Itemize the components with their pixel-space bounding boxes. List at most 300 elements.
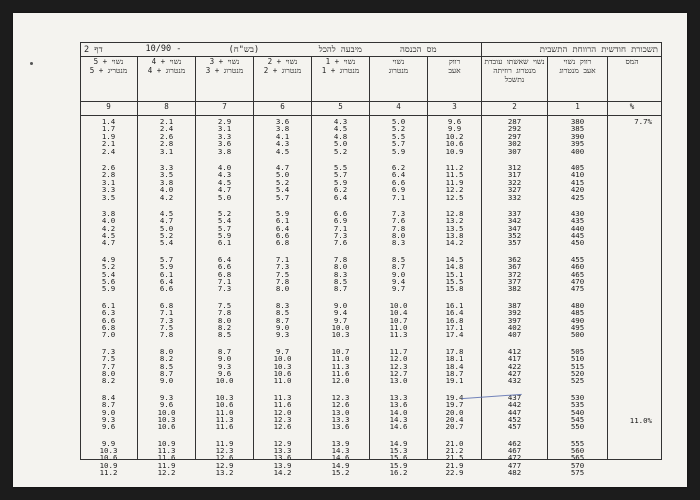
table-cell: 5.0 xyxy=(159,223,174,233)
table-cell: 4.0 xyxy=(159,185,174,195)
table-cell: 7.7 xyxy=(101,361,116,371)
col-num-4: 4 xyxy=(370,102,428,115)
table-cell: 17.4 xyxy=(445,330,464,340)
tax-value: מיבעה להכל xyxy=(318,44,362,55)
table-cell: 7.5 xyxy=(217,300,232,310)
table-cell: 525 xyxy=(570,376,585,386)
table-cell: 8.7 xyxy=(101,400,116,410)
table-cell: 12.0 xyxy=(273,407,292,417)
table-cell: 13.6 xyxy=(331,422,350,432)
table-cell: 6.4 xyxy=(217,254,232,264)
table-cell: 390 xyxy=(570,131,585,141)
table-cell: 9.6 xyxy=(447,117,462,126)
table-cell: 21.2 xyxy=(445,446,464,456)
table-cell: 8.4 xyxy=(101,392,116,402)
table-cell: 4.5 xyxy=(275,146,290,156)
table-cell: 16.2 xyxy=(389,468,408,478)
col-num-2: 2 xyxy=(482,102,548,115)
table-title-row xyxy=(80,42,662,57)
table-cell: 22.9 xyxy=(445,468,464,478)
table-cell: 10.3 xyxy=(331,330,350,340)
table-cell: 3.8 xyxy=(101,208,116,218)
table-cell: 550 xyxy=(570,422,585,432)
table-cell: 4.3 xyxy=(333,117,348,126)
table-cell: 9.0 xyxy=(275,322,290,332)
table-cell: 495 xyxy=(570,322,585,332)
table-cell: 13.3 xyxy=(273,446,292,456)
table-cell: 11.6 xyxy=(331,368,350,378)
table-cell: 10.6 xyxy=(273,368,292,378)
table-cell: 14.3 xyxy=(331,446,350,456)
table-cell: 5.0 xyxy=(275,170,290,180)
table-cell: 445 xyxy=(570,231,585,241)
table-cell: 19.7 xyxy=(445,400,464,410)
table-cell: 20.0 xyxy=(445,407,464,417)
col-num-6: 6 xyxy=(254,102,312,115)
table-cell: 372 xyxy=(507,269,522,279)
table-cell: 2.6 xyxy=(159,131,174,141)
table-cell: 5.2 xyxy=(275,177,290,187)
table-cell: 417 xyxy=(507,354,522,364)
table-cell: 8.3 xyxy=(275,300,290,310)
table-cell: 8.2 xyxy=(217,322,232,332)
table-cell: 7.1 xyxy=(275,254,290,264)
table-cell: 4.2 xyxy=(101,223,116,233)
table-cell: 5.4 xyxy=(159,238,174,248)
table-cell: 8.7 xyxy=(159,368,174,378)
table-cell: 505 xyxy=(570,346,585,356)
table-cell: 9.6 xyxy=(159,400,174,410)
page-number: 2 דף xyxy=(84,44,103,55)
table-cell: 5.7 xyxy=(391,139,406,149)
table-cell: 11.6 xyxy=(157,453,176,463)
table-cell: 11.7 xyxy=(389,346,408,356)
table-cell: 410 xyxy=(570,170,585,180)
table-cell: 7.1 xyxy=(333,223,348,233)
table-cell: 12.2 xyxy=(157,468,176,478)
table-cell: 297 xyxy=(507,131,522,141)
table-cell: 17.1 xyxy=(445,322,464,332)
table-cell: 485 xyxy=(570,308,585,318)
table-cell: 560 xyxy=(570,446,585,456)
table-cell: 7.5 xyxy=(275,269,290,279)
table-cell: 10.0 xyxy=(331,322,350,332)
table-cell: 357 xyxy=(507,238,522,248)
data-col-9 xyxy=(80,116,138,478)
table-cell: 9.7 xyxy=(333,315,348,325)
col-head-5: 1 + נשוי 1 + מנטרוג xyxy=(312,57,370,101)
table-cell: 13.9 xyxy=(273,460,292,470)
table-cell: 402 xyxy=(507,322,522,332)
table-body xyxy=(80,116,662,478)
table-cell: 570 xyxy=(570,460,585,470)
table-cell: 482 xyxy=(507,468,522,478)
table-cell: 5.9 xyxy=(159,262,174,272)
table-cell: 10.3 xyxy=(273,361,292,371)
table-cell: 10.3 xyxy=(157,414,176,424)
table-cell: 11.3 xyxy=(215,414,234,424)
table-cell: 4.5 xyxy=(101,231,116,241)
table-cell: 2.9 xyxy=(217,117,232,126)
table-cell: 8.0 xyxy=(217,315,232,325)
table-cell: 332 xyxy=(507,192,522,202)
table-cell: 12.9 xyxy=(273,438,292,448)
table-cell: 17.8 xyxy=(445,346,464,356)
table-cell: 5.7 xyxy=(333,170,348,180)
table-cell: 6.6 xyxy=(391,177,406,187)
table-cell: 8.7 xyxy=(275,315,290,325)
table-cell: 407 xyxy=(507,330,522,340)
table-cell: 412 xyxy=(507,346,522,356)
table-cell: 472 xyxy=(507,453,522,463)
table-cell: 10.0 xyxy=(389,300,408,310)
table-cell: 6.8 xyxy=(275,238,290,248)
table-cell: 4.5 xyxy=(159,208,174,218)
table-cell: 13.2 xyxy=(215,468,234,478)
table-cell: 425 xyxy=(570,192,585,202)
table-cell: 342 xyxy=(507,216,522,226)
table-cell: 8.0 xyxy=(159,346,174,356)
table-cell: 337 xyxy=(507,208,522,218)
col-head-4: נשוי מנטרוג xyxy=(370,57,428,101)
table-cell: 8.0 xyxy=(391,231,406,241)
table-cell: 347 xyxy=(507,223,522,233)
table-cell: 12.8 xyxy=(445,208,464,218)
table-cell: 4.5 xyxy=(217,177,232,187)
table-cell: 7.3 xyxy=(101,346,116,356)
col-head-9: 5 + נשוי 5 + מנטריג xyxy=(80,57,138,101)
table-cell: 7.8 xyxy=(217,308,232,318)
table-cell: 9.6 xyxy=(217,368,232,378)
table-cell: 9.0 xyxy=(159,376,174,386)
table-cell: 6.6 xyxy=(159,284,174,294)
table-cell: 5.2 xyxy=(391,124,406,134)
table-cell: 467 xyxy=(507,446,522,456)
table-cell: 4.0 xyxy=(101,216,116,226)
table-cell: 4.1 xyxy=(275,131,290,141)
table-cell: 6.1 xyxy=(275,216,290,226)
table-cell: 432 xyxy=(507,376,522,386)
table-cell: 5.5 xyxy=(333,162,348,172)
column-number-row xyxy=(80,102,662,116)
table-cell: 10.7 xyxy=(389,315,408,325)
table-cell: 7.8 xyxy=(333,254,348,264)
table-cell: 540 xyxy=(570,407,585,417)
col-head-2: נשוי שאשתו עובדת מנטרוג רוזיתה נתשכל xyxy=(482,57,548,101)
table-cell: 9.0 xyxy=(101,407,116,417)
table-cell: 3.6 xyxy=(217,139,232,149)
table-cell: 3.3 xyxy=(159,162,174,172)
table-cell: 10.4 xyxy=(389,308,408,318)
table-cell: 11.0 xyxy=(389,322,408,332)
table-cell: 3.8 xyxy=(217,146,232,156)
table-cell: 15.9 xyxy=(389,460,408,470)
table-cell: 20.4 xyxy=(445,414,464,424)
table-cell: 5.6 xyxy=(101,277,116,287)
table-cell: 520 xyxy=(570,368,585,378)
table-cell: 21.5 xyxy=(445,453,464,463)
table-cell: 292 xyxy=(507,124,522,134)
table-cell: 13.5 xyxy=(445,223,464,233)
table-cell: 14.9 xyxy=(331,460,350,470)
table-cell: 21.9 xyxy=(445,460,464,470)
table-cell: 5.7 xyxy=(217,223,232,233)
table-cell: 457 xyxy=(507,422,522,432)
table-cell: 7.8 xyxy=(391,223,406,233)
table-cell: 392 xyxy=(507,308,522,318)
table-cell: 7.3 xyxy=(275,262,290,272)
table-cell: 3.6 xyxy=(275,117,290,126)
table-cell: 13.8 xyxy=(445,231,464,241)
table-cell: 4.2 xyxy=(159,192,174,202)
table-cell: 2.1 xyxy=(159,117,174,126)
table-cell: 5.9 xyxy=(275,208,290,218)
table-cell: 5.0 xyxy=(333,139,348,149)
table-cell: 12.6 xyxy=(273,422,292,432)
table-cell: 287 xyxy=(507,117,522,126)
table-cell: 11.3 xyxy=(273,392,292,402)
table-cell: 4.7 xyxy=(159,216,174,226)
table-cell: 18.4 xyxy=(445,361,464,371)
table-cell: 2.8 xyxy=(101,170,116,180)
currency-label: (בש"ח) xyxy=(228,44,260,55)
table-cell: 3.1 xyxy=(159,146,174,156)
table-cell: 9.9 xyxy=(447,124,462,134)
table-cell: 470 xyxy=(570,277,585,287)
table-cell: 5.9 xyxy=(391,146,406,156)
table-cell: 20.7 xyxy=(445,422,464,432)
table-cell: 15.8 xyxy=(445,284,464,294)
col-num-3: 3 xyxy=(428,102,482,115)
table-cell: 8.5 xyxy=(275,308,290,318)
table-cell: 5.7 xyxy=(159,254,174,264)
table-cell: 3.8 xyxy=(275,124,290,134)
table-cell: 7.8 xyxy=(159,330,174,340)
table-cell: 317 xyxy=(507,170,522,180)
table-cell: 11.9 xyxy=(157,460,176,470)
table-cell: 555 xyxy=(570,438,585,448)
table-cell: 14.3 xyxy=(389,414,408,424)
table-cell: 4.5 xyxy=(333,124,348,134)
table-cell: 8.2 xyxy=(101,376,116,386)
table-cell: 18.7 xyxy=(445,368,464,378)
table-cell: 11.0 xyxy=(215,407,234,417)
table-cell: 465 xyxy=(570,269,585,279)
table-cell: 6.3 xyxy=(101,308,116,318)
table-cell: 13.0 xyxy=(331,407,350,417)
table-cell: 1.4 xyxy=(101,117,116,126)
table-cell: 6.1 xyxy=(217,238,232,248)
table-cell: 3.1 xyxy=(101,177,116,187)
table-cell: 6.4 xyxy=(159,277,174,287)
table-cell: 11.2 xyxy=(99,468,118,478)
table-cell: 385 xyxy=(570,124,585,134)
table-cell: 9.0 xyxy=(333,300,348,310)
table-cell: 15.1 xyxy=(445,269,464,279)
table-cell: 490 xyxy=(570,315,585,325)
table-cell: 4.3 xyxy=(217,170,232,180)
table-cell: 2.4 xyxy=(159,124,174,134)
table-cell: 1.7 xyxy=(101,124,116,134)
data-col-7 xyxy=(196,116,254,478)
table-cell: 397 xyxy=(507,315,522,325)
col-num-pct: % xyxy=(629,102,635,111)
table-cell: 19.1 xyxy=(445,376,464,386)
table-cell: 3.5 xyxy=(101,192,116,202)
table-cell: 15.2 xyxy=(331,468,350,478)
table-cell: 9.6 xyxy=(101,422,116,432)
table-cell: 11.0 xyxy=(331,354,350,364)
table-cell: 515 xyxy=(570,361,585,371)
table-cell: 15.6 xyxy=(389,453,408,463)
table-cell: 380 xyxy=(570,117,585,126)
table-cell: 312 xyxy=(507,162,522,172)
table-cell: 12.7 xyxy=(389,368,408,378)
table-cell: 452 xyxy=(507,414,522,424)
table-cell: 6.8 xyxy=(217,269,232,279)
table-cell: 14.6 xyxy=(331,453,350,463)
table-cell: 9.9 xyxy=(101,438,116,448)
table-cell: 7.1 xyxy=(217,277,232,287)
table-cell: 11.2 xyxy=(445,162,464,172)
table-cell: 7.3 xyxy=(333,231,348,241)
data-col-pct xyxy=(608,116,656,460)
table-cell: 8.5 xyxy=(217,330,232,340)
table-cell: 9.3 xyxy=(101,414,116,424)
table-cell: 462 xyxy=(507,438,522,448)
table-cell: 387 xyxy=(507,300,522,310)
table-cell: 12.3 xyxy=(331,392,350,402)
table-cell: 565 xyxy=(570,453,585,463)
table-cell: 382 xyxy=(507,284,522,294)
table-cell: 9.3 xyxy=(275,330,290,340)
table-cell: 1.9 xyxy=(101,131,116,141)
table-cell: 12.3 xyxy=(273,414,292,424)
table-cell: 535 xyxy=(570,400,585,410)
table-cell: 327 xyxy=(507,185,522,195)
table-cell: 4.7 xyxy=(101,238,116,248)
table-cell: 10.6 xyxy=(445,139,464,149)
table-cell: 5.2 xyxy=(159,231,174,241)
table-cell: 7.3 xyxy=(159,315,174,325)
table-cell: 16.4 xyxy=(445,308,464,318)
table-cell: 9.4 xyxy=(391,277,406,287)
table-cell: 14.6 xyxy=(389,422,408,432)
table-cell: 5.2 xyxy=(217,208,232,218)
table-cell: 4.9 xyxy=(101,254,116,264)
table-cell: 10.9 xyxy=(445,146,464,156)
table-cell: 7.5 xyxy=(101,354,116,364)
table-cell: 4.7 xyxy=(275,162,290,172)
data-col-4 xyxy=(370,116,428,478)
table-cell: 400 xyxy=(570,146,585,156)
table-cell: 362 xyxy=(507,254,522,264)
table-cell: 4.0 xyxy=(217,162,232,172)
table-cell: 11.5 xyxy=(445,170,464,180)
table-cell: 12.3 xyxy=(215,446,234,456)
table-cell: 13.6 xyxy=(273,453,292,463)
table-cell: 12.2 xyxy=(445,185,464,195)
table-cell: 7.0 xyxy=(101,330,116,340)
data-col-8 xyxy=(138,116,196,478)
table-cell: 7.6 xyxy=(391,216,406,226)
table-cell: 14.2 xyxy=(273,468,292,478)
table-cell: 12.6 xyxy=(331,400,350,410)
table-cell: 16.8 xyxy=(445,315,464,325)
table-cell: 14.0 xyxy=(389,407,408,417)
table-cell: 405 xyxy=(570,162,585,172)
table-cell: 10.7 xyxy=(331,346,350,356)
table-cell: 307 xyxy=(507,146,522,156)
table-cell: 437 xyxy=(507,392,522,402)
table-cell: 16.1 xyxy=(445,300,464,310)
table-cell: 8.5 xyxy=(333,277,348,287)
table-cell: 427 xyxy=(507,368,522,378)
table-cell: 5.4 xyxy=(275,185,290,195)
table-cell: 12.9 xyxy=(215,460,234,470)
percent-label-1: 7.7% xyxy=(634,117,652,126)
table-cell: 21.0 xyxy=(445,438,464,448)
table-cell: 8.3 xyxy=(391,238,406,248)
table-cell: 5.5 xyxy=(391,131,406,141)
table-cell: 7.1 xyxy=(159,308,174,318)
table-cell: 6.8 xyxy=(101,322,116,332)
col-num-7: 7 xyxy=(196,102,254,115)
table-cell: 9.0 xyxy=(217,354,232,364)
table-cell: 6.9 xyxy=(391,185,406,195)
table-cell: 8.7 xyxy=(217,346,232,356)
table-cell: 6.6 xyxy=(275,231,290,241)
table-cell: 8.2 xyxy=(159,354,174,364)
table-cell: 10.6 xyxy=(157,422,176,432)
date-label: 10/90 - xyxy=(145,44,182,54)
table-cell: 2.1 xyxy=(101,139,116,149)
table-cell: 10.3 xyxy=(215,392,234,402)
table-cell: 8.0 xyxy=(275,284,290,294)
table-cell: 11.3 xyxy=(331,361,350,371)
table-cell: 10.0 xyxy=(157,407,176,417)
col-head-6: 2 + נשוי 2 + מנטרוג xyxy=(254,57,312,101)
table-cell: 11.9 xyxy=(445,177,464,187)
table-cell: 9.0 xyxy=(391,269,406,279)
table-cell: 6.4 xyxy=(275,223,290,233)
table-cell: 15.3 xyxy=(389,446,408,456)
table-cell: 11.0 xyxy=(273,376,292,386)
table-cell: 9.4 xyxy=(333,308,348,318)
table-cell: 5.9 xyxy=(101,284,116,294)
table-cell: 5.4 xyxy=(217,216,232,226)
table-cell: 12.0 xyxy=(331,376,350,386)
table-cell: 6.6 xyxy=(101,315,116,325)
col-num-8: 8 xyxy=(138,102,196,115)
table-cell: 12.5 xyxy=(445,192,464,202)
table-cell: 12.6 xyxy=(215,453,234,463)
table-cell: 3.5 xyxy=(159,170,174,180)
table-title: תשכורת חודשית הרווחת התשבית xyxy=(539,44,658,55)
table-cell: 14.9 xyxy=(389,438,408,448)
table-cell: 14.8 xyxy=(445,262,464,272)
table-cell: 10.6 xyxy=(99,453,118,463)
table-cell: 430 xyxy=(570,208,585,218)
table-cell: 11.6 xyxy=(215,422,234,432)
table-cell: 5.0 xyxy=(217,192,232,202)
table-cell: 11.6 xyxy=(273,400,292,410)
col-head-3: רווק אעב xyxy=(428,57,482,101)
column-header-row xyxy=(80,57,662,102)
table-cell: 5.2 xyxy=(333,146,348,156)
table-cell: 442 xyxy=(507,400,522,410)
table-cell: 6.4 xyxy=(333,192,348,202)
